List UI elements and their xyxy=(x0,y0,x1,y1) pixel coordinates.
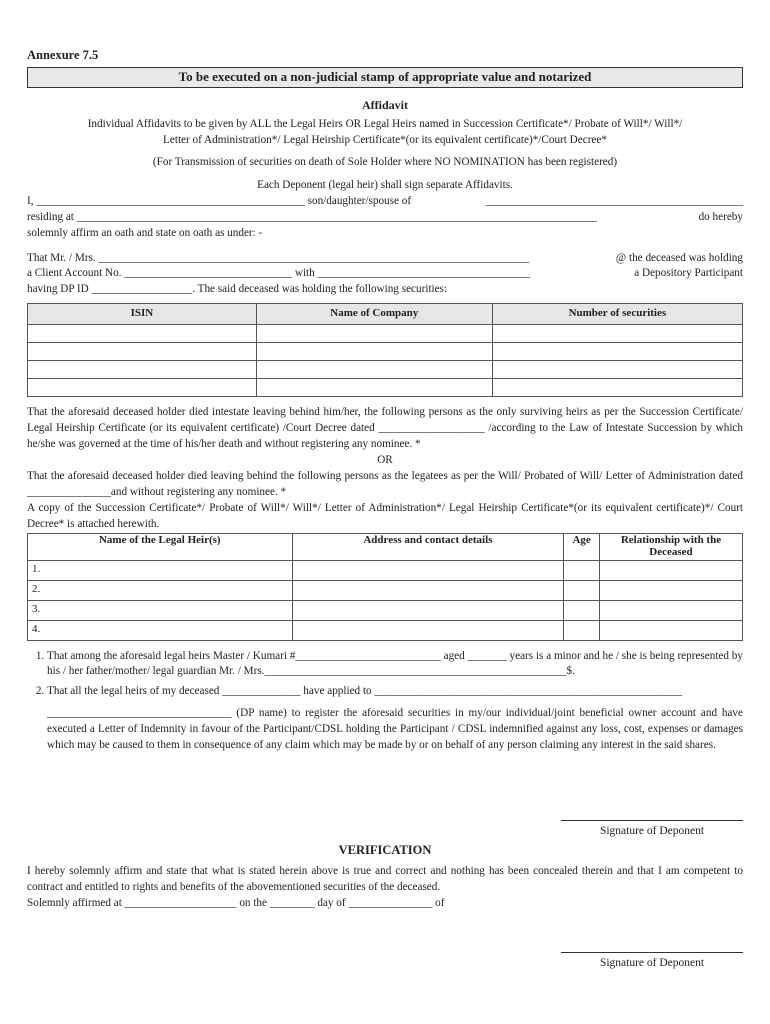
table-row[interactable] xyxy=(28,343,743,361)
isin-header: ISIN xyxy=(28,304,257,325)
dp-id-line[interactable]: having DP ID __________________. The said deceased was holding the following securities: xyxy=(27,283,448,296)
row-number: 3. xyxy=(28,600,293,620)
address-header: Address and contact details xyxy=(292,533,564,560)
residing-left: residing at _____________________________________________________________________________________________ xyxy=(27,210,597,223)
securities-count-header: Number of securities xyxy=(492,304,742,325)
residing-line[interactable] xyxy=(27,210,743,226)
table-row[interactable] xyxy=(28,361,743,379)
row-number: 2. xyxy=(28,580,293,600)
document-title: Affidavit xyxy=(362,98,408,113)
stamp-banner: To be executed on a non-judicial stamp of appropriate value and notarized xyxy=(27,67,743,88)
table-row[interactable] xyxy=(28,379,743,397)
legal-heirs-table xyxy=(27,533,743,641)
verification-text: I hereby solemnly affirm and state that what is stated herein above is true and correct and nothing has been concealed therein and that I am competent to contract and entitled to rights and benefits of the abovementioned securities of the deceased. xyxy=(27,865,743,893)
signature-of-deponent[interactable]: Signature of Deponent xyxy=(561,820,743,839)
copy-attached-paragraph: A copy of the Succession Certificate*/ Probate of Will*/ Will*/ Letter of Administration*/ Legal Heirship Certificate*(or its equivalent certificate)*/ Court Decree* is attached herewith. xyxy=(27,501,743,530)
application-declaration[interactable]: 2. That all the legal heirs of my deceased ______________ have applied to _______________________________________________________ xyxy=(47,684,743,700)
each-deponent-note: Each Deponent (legal heir) shall sign separate Affidavits. xyxy=(257,178,513,191)
client-account-right: a Depository Participant xyxy=(634,267,743,280)
annexure-label: Annexure 7.5 xyxy=(27,48,99,62)
verification-signature[interactable]: Signature of Deponent xyxy=(561,952,743,971)
solemnly-affirmed-line[interactable]: Solemnly affirmed at ____________________ on the ________ day of _______________ of xyxy=(27,896,445,909)
deceased-name-right: @ the deceased was holding xyxy=(615,251,743,264)
verification-block xyxy=(27,864,743,912)
heir-name-header: Name of the Legal Heir(s) xyxy=(28,533,293,560)
deceased-name-left: That Mr. / Mrs. _____________________________________________________________________________ xyxy=(27,251,530,264)
table-row[interactable] xyxy=(28,600,743,620)
securities-table xyxy=(27,303,743,397)
application-continuation[interactable]: _________________________________ (DP name) to register the aforesaid securities in my/our individual/joint beneficial owner account and have executed a Letter of Indemnity in favour of the Participant/CDSL holding the Participant / CDSL indemnified against any loss, cost, expenses or damages which may be caused to them in consequence of any claim which may be made by or on behalf of any person claiming any interest in the said shares. xyxy=(47,707,743,752)
intestate-paragraph: That the aforesaid deceased holder died intestate leaving behind him/her, the following persons as the only surviving heirs as per the Succession Certificate/ Legal Heirship Certificate (or its equivalent certificate) /Court Decree dated ___________________ /according to the Law of Intestate Succession by which he/she was governed at the time of his/her death and without registering any nominee. * xyxy=(27,406,743,451)
solemnly-line: solemnly affirm an oath and state on oath as under: - xyxy=(27,226,263,239)
table-row[interactable] xyxy=(28,325,743,343)
intro-line-2: Letter of Administration*/ Legal Heirship Certificate*(or its equivalent certificate)*/Court Decree* xyxy=(163,134,607,147)
company-header: Name of Company xyxy=(256,304,492,325)
will-paragraph: That the aforesaid deceased holder died leaving behind the following persons as the legatees as per the Will/ Probated of Will/ Letter of Administration dated _______________and without registering any nominee. * xyxy=(27,469,743,498)
declarations-list xyxy=(27,649,743,701)
age-header: Age xyxy=(564,533,600,560)
residing-right: do hereby xyxy=(698,210,743,223)
deponent-name-left: I, ________________________________________________ son/daughter/spouse of xyxy=(27,194,412,207)
verification-title: VERIFICATION xyxy=(338,843,432,857)
client-account-line[interactable] xyxy=(27,266,743,282)
table-row[interactable] xyxy=(28,560,743,580)
deceased-name-line[interactable] xyxy=(27,251,743,267)
intro-line-1: Individual Affidavits to be given by ALL the Legal Heirs OR Legal Heirs named in Succession Certificate*/ Probate of Will*/ Will*/ xyxy=(87,118,683,131)
relationship-header: Relationship with the Deceased xyxy=(599,533,742,560)
client-account-left: a Client Account No. ______________________________ with ______________________________________ xyxy=(27,267,531,280)
deponent-relation-blank: ______________________________________________ xyxy=(485,194,743,207)
minor-heir-declaration[interactable]: 1. That among the aforesaid legal heirs Master / Kumari #__________________________ aged _______ years is a minor and he / she is being represented by his / her father/mother/ legal guardian Mr. / Mrs.______________________________________________________$. xyxy=(47,649,743,681)
deponent-name-line[interactable] xyxy=(27,194,743,210)
or-separator: OR xyxy=(377,454,393,467)
transmission-note: (For Transmission of securities on death of Sole Holder where NO NOMINATION has been registered) xyxy=(152,156,618,169)
row-number: 1. xyxy=(28,560,293,580)
table-row[interactable] xyxy=(28,580,743,600)
row-number: 4. xyxy=(28,620,293,640)
table-row[interactable] xyxy=(28,620,743,640)
